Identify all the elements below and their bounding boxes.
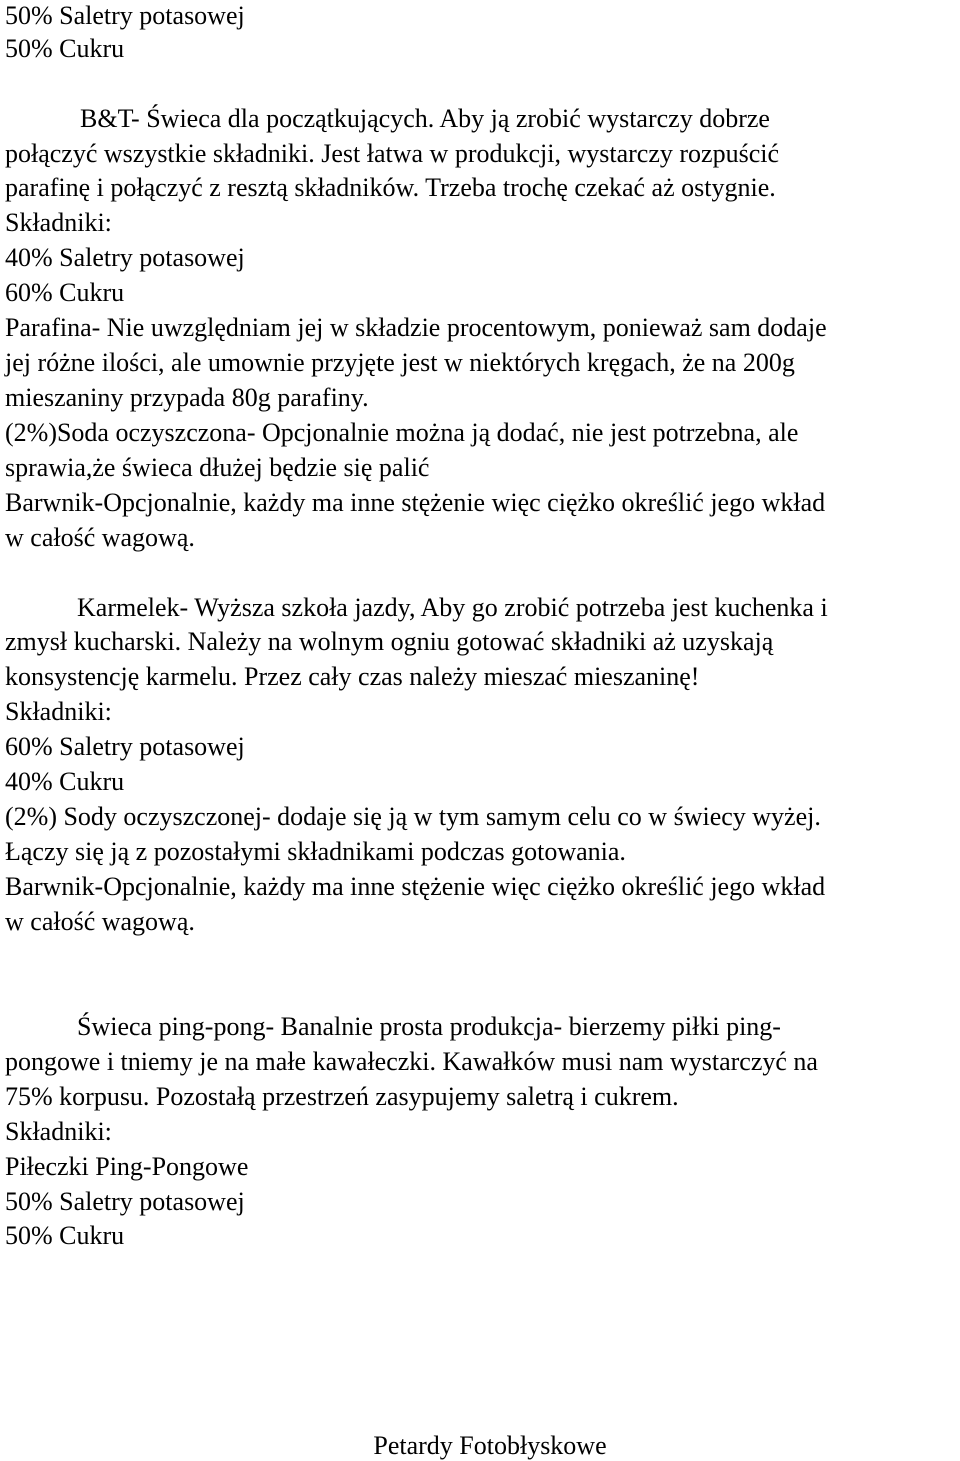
ingredients-label: Składniki: — [5, 697, 112, 726]
note-line: Łączy się ją z pozostałymi składnikami podczas gotowania. — [5, 837, 626, 866]
ingredient-line: 40% Cukru — [5, 767, 125, 796]
note-line: sprawia,że świeca dłużej będzie się palić — [5, 453, 430, 482]
note-line: w całość wagową. — [5, 907, 195, 936]
note-line: Parafina- Nie uwzględniam jej w składzie procentowym, ponieważ sam dodaje — [5, 313, 827, 342]
ingredient-line: 60% Saletry potasowej — [5, 732, 245, 761]
note-line: Barwnik-Opcjonalnie, każdy ma inne stężenie więc ciężko określić jego wkład — [5, 488, 826, 517]
section-title: Petardy Fotobłyskowe — [373, 1431, 607, 1460]
note-line: (2%)Soda oczyszczona- Opcjonalnie można ją dodać, nie jest potrzebna, ale — [5, 418, 799, 447]
section-paragraph-line: zmysł kucharski. Należy na wolnym ogniu gotować składniki aż uzyskają — [5, 627, 774, 656]
ingredient-line: Piłeczki Ping-Pongowe — [5, 1152, 249, 1181]
note-line: mieszaniny przypada 80g parafiny. — [5, 383, 369, 412]
section-paragraph-line: B&T- Świeca dla początkujących. Aby ją zrobić wystarczy dobrze — [80, 104, 770, 133]
ingredient-line: 60% Cukru — [5, 278, 125, 307]
section-paragraph-line: pongowe i tniemy je na małe kawałeczki. Kawałków musi nam wystarczyć na — [5, 1047, 818, 1076]
note-line: Barwnik-Opcjonalnie, każdy ma inne stężenie więc ciężko określić jego wkład — [5, 872, 826, 901]
section-paragraph-line: połączyć wszystkie składniki. Jest łatwa w produkcji, wystarczy rozpuścić — [5, 139, 779, 168]
ingredients-label: Składniki: — [5, 208, 112, 237]
section-paragraph-line: 75% korpusu. Pozostałą przestrzeń zasypujemy saletrą i cukrem. — [5, 1082, 679, 1111]
ingredient-line: 50% Saletry potasowej — [5, 1187, 245, 1216]
note-line: (2%) Sody oczyszczonej- dodaje się ją w tym samym celu co w świecy wyżej. — [5, 802, 821, 831]
section-paragraph-line: Świeca ping-pong- Banalnie prosta produkcja- bierzemy piłki ping- — [77, 1012, 781, 1041]
section-paragraph-line: Karmelek- Wyższa szkoła jazdy, Aby go zrobić potrzeba jest kuchenka i — [77, 593, 828, 622]
ingredients-label: Składniki: — [5, 1117, 112, 1146]
ingredient-line: 50% Cukru — [5, 1221, 125, 1250]
section-paragraph-line: parafinę i połączyć z resztą składników. Trzeba trochę czekać aż ostygnie. — [5, 173, 776, 202]
ingredient-line: 50% Saletry potasowej — [5, 1, 245, 30]
note-line: w całość wagową. — [5, 523, 195, 552]
ingredient-line: 50% Cukru — [5, 34, 125, 63]
note-line: jej różne ilości, ale umownie przyjęte jest w niektórych kręgach, że na 200g — [5, 348, 795, 377]
section-paragraph-line: konsystencję karmelu. Przez cały czas należy mieszać mieszaninę! — [5, 662, 700, 691]
ingredient-line: 40% Saletry potasowej — [5, 243, 245, 272]
